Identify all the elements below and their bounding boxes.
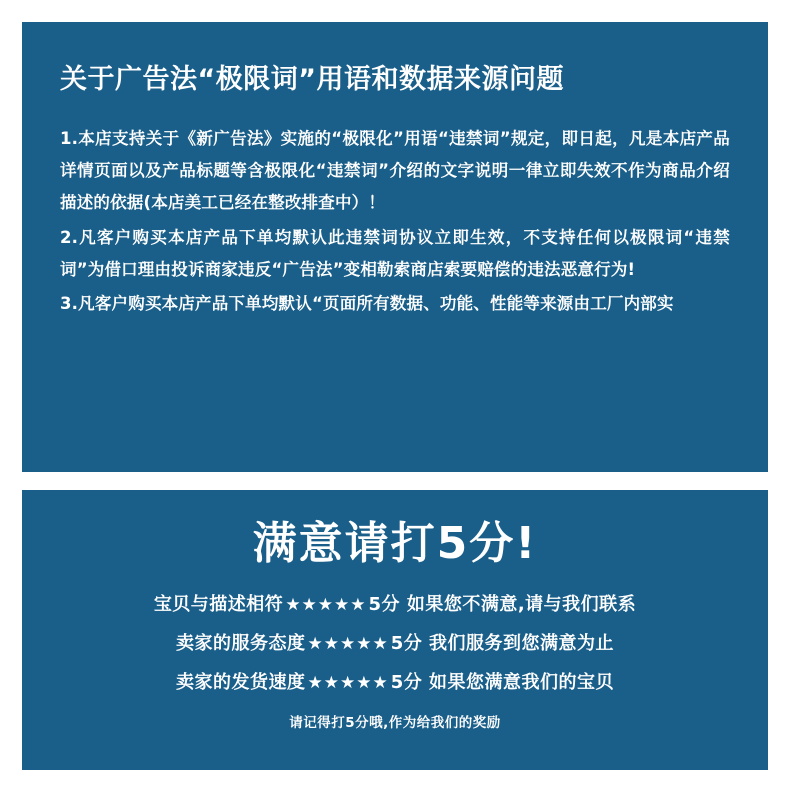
- legal-notice-paragraph-2: 2.凡客户购买本店产品下单均默认此违禁词协议立即生效，不支持任何以极限词“违禁词”为借口理由投诉商家违反“广告法”变相勒索商店索要赔偿的违法恶意行为!: [60, 227, 730, 279]
- stars-icon: ★★★★★: [285, 594, 367, 615]
- legal-notice-paragraph-1: 1.本店支持关于《新广告法》实施的“极限化”用语“违禁词”规定，即日起，凡是本店产品详情页面以及产品标题等含极限化“违禁词”介绍的文字说明一律立即失效不作为商品介绍描述的依据(本店美工已经在整改排查中）！: [60, 129, 730, 213]
- rating-row-1: [60, 593, 730, 617]
- stars-icon: ★★★★★: [307, 634, 389, 655]
- rating-row-3-score: 5分: [390, 672, 423, 694]
- legal-notice-panel: [22, 22, 768, 472]
- legal-notice-paragraph-3: 3.凡客户购买本店产品下单均默认“页面所有数据、功能、性能等来源由工厂内部实: [60, 293, 674, 313]
- rating-request-panel: [22, 490, 768, 770]
- rating-footer-text: 请记得打5分哦,作为给我们的奖励: [289, 714, 501, 731]
- rating-row-2-note: 我们服务到您满意为止: [429, 633, 614, 655]
- legal-notice-title: 关于广告法“极限词”用语和数据来源问题: [60, 64, 564, 95]
- rating-row-2: [60, 632, 730, 656]
- stars-icon: ★★★★★: [307, 673, 389, 694]
- rating-row-1-label: 宝贝与描述相符: [153, 593, 284, 615]
- rating-row-3-note: 如果您满意我们的宝贝: [429, 672, 614, 694]
- rating-row-1-score: 5分: [368, 593, 401, 615]
- rating-row-1-note: 如果您不满意,请与我们联系: [406, 593, 637, 615]
- rating-row-3-label: 卖家的发货速度: [175, 672, 306, 694]
- legal-notice-body: [60, 123, 730, 320]
- rating-row-3: [60, 671, 730, 695]
- rating-row-2-score: 5分: [390, 633, 423, 655]
- rating-title: 满意请打5分!: [252, 518, 538, 569]
- rating-row-2-label: 卖家的服务态度: [175, 633, 306, 655]
